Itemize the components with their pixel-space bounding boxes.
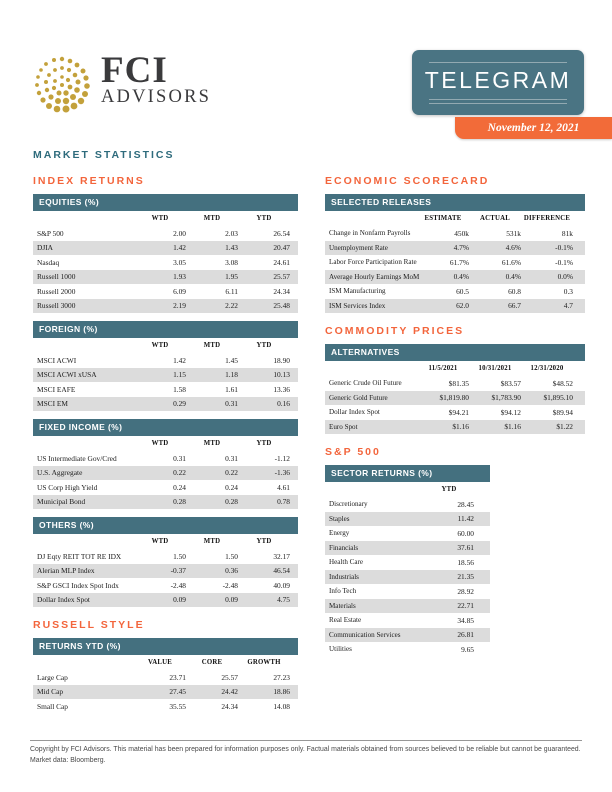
table-row: [325, 376, 585, 391]
row-value: 1.15: [173, 370, 186, 380]
row-label: ISM Manufacturing: [329, 287, 386, 296]
row-value: 1.43: [225, 243, 238, 253]
row-value: 18.86: [273, 687, 290, 697]
table-column-header: 11/5/2021: [428, 365, 458, 372]
row-label: DJ Eqty REIT TOT RE IDX: [37, 551, 122, 561]
table-row: [33, 699, 298, 714]
table-title-bar: SECTOR RETURNS (%): [325, 465, 490, 482]
equities-table: [33, 194, 298, 313]
row-value: $1.16: [504, 422, 521, 432]
footer-disclaimer: Copyright by FCI Advisors. This material has been prepared for information purposes only. Factual materials obtained from sources believed to be reliable but cannot be guaranteed. Market data: Bloomberg.: [30, 740, 582, 766]
row-value: 4.7: [563, 301, 573, 311]
row-label: Discretionary: [329, 500, 368, 509]
row-label: Communication Services: [329, 630, 401, 639]
table-title-bar: ALTERNATIVES: [325, 344, 585, 361]
table-column-header: YTD: [256, 215, 272, 222]
brand-name-bottom: ADVISORS: [101, 86, 212, 107]
row-value: 0.4%: [505, 272, 521, 282]
table-row: [325, 226, 585, 241]
table-column-header: ESTIMATE: [424, 215, 462, 222]
row-label: Nasdaq: [37, 257, 60, 267]
table-column-header: WTD: [151, 342, 169, 349]
brand-name-top: FCI: [101, 50, 168, 91]
table-row: [33, 241, 298, 256]
row-value: 4.7%: [453, 243, 469, 253]
table-row: [325, 599, 490, 614]
row-label: MSCI EM: [37, 399, 69, 409]
table-title-bar: FIXED INCOME (%): [33, 419, 298, 436]
row-value: 3.08: [225, 257, 238, 267]
row-value: 37.61: [457, 543, 474, 553]
table-row: [325, 584, 490, 599]
banner-title: TELEGRAM: [424, 66, 572, 93]
row-value: 60.8: [508, 286, 521, 296]
row-label: ISM Services Index: [329, 301, 386, 310]
row-value: 4.61: [277, 482, 290, 492]
table-header-row: [325, 361, 585, 376]
row-value: 1.58: [173, 384, 186, 394]
table-row: [325, 613, 490, 628]
table-header-row: [33, 534, 298, 549]
table-row: [325, 241, 585, 256]
section-heading-economic-scorecard: ECONOMIC SCORECARD: [325, 175, 490, 187]
table-row: [33, 480, 298, 495]
row-value: 32.17: [273, 551, 290, 561]
table-row: [325, 541, 490, 556]
report-date: November 12, 2021: [487, 122, 580, 134]
table-column-header: CORE: [201, 659, 223, 666]
row-value: 60.00: [457, 528, 474, 538]
row-value: 1.95: [225, 272, 238, 282]
row-value: 0.24: [173, 482, 186, 492]
row-value: $48.52: [552, 378, 573, 388]
table-row: [33, 451, 298, 466]
table-row: [33, 270, 298, 285]
section-heading-index-returns: INDEX RETURNS: [33, 175, 145, 187]
row-value: -0.1%: [555, 243, 573, 253]
table-row: [33, 670, 298, 685]
row-value: $1.16: [452, 422, 469, 432]
row-value: 0.09: [173, 595, 186, 605]
table-title-bar: RETURNS YTD (%): [33, 638, 298, 655]
others-table: [33, 517, 298, 607]
row-value: 4.6%: [505, 243, 521, 253]
fixed-income-table: [33, 419, 298, 509]
table-row: [33, 549, 298, 564]
table-column-header: MTD: [203, 440, 221, 447]
row-label: Change in Nonfarm Payrolls: [329, 229, 411, 238]
section-heading-sp500: S&P 500: [325, 446, 381, 458]
table-row: [33, 578, 298, 593]
row-value: 27.23: [273, 672, 290, 682]
table-header-row: [325, 482, 490, 497]
row-label: MSCI ACWI xUSA: [37, 370, 97, 380]
row-value: 1.45: [225, 355, 238, 365]
row-value: 0.0%: [557, 272, 573, 282]
row-label: Russell 2000: [37, 286, 76, 296]
row-value: 24.61: [273, 257, 290, 267]
row-value: 6.11: [225, 286, 238, 296]
row-value: 62.0: [456, 301, 469, 311]
row-label: Labor Force Participation Rate: [329, 258, 417, 267]
row-value: 1.42: [173, 355, 186, 365]
row-value: 26.81: [457, 630, 474, 640]
row-value: 531k: [506, 228, 521, 238]
row-label: Small Cap: [37, 701, 68, 711]
section-russell-style: [33, 620, 298, 714]
row-value: 0.24: [225, 482, 238, 492]
row-value: 25.57: [221, 672, 238, 682]
table-row: [33, 495, 298, 510]
row-value: 11.42: [457, 514, 474, 524]
row-label: Russell 1000: [37, 272, 76, 282]
banner-rule-top: [429, 62, 567, 63]
row-value: 0.28: [173, 497, 186, 507]
row-value: 3.05: [173, 257, 186, 267]
table-row: [325, 405, 585, 420]
row-value: 1.42: [173, 243, 186, 253]
row-value: 0.16: [277, 399, 290, 409]
banner-rule-bottom-2: [429, 103, 567, 104]
row-label: Financials: [329, 543, 359, 552]
row-value: 10.13: [273, 370, 290, 380]
table-column-header: WTD: [151, 538, 169, 545]
row-label: DJIA: [37, 243, 54, 253]
table-column-header: GROWTH: [247, 659, 281, 666]
row-value: 1.61: [225, 384, 238, 394]
row-value: -2.48: [170, 580, 186, 590]
table-column-header: YTD: [441, 486, 457, 493]
foreign-table: [33, 321, 298, 411]
section-sp500: [325, 447, 585, 657]
row-value: 26.54: [273, 228, 290, 238]
row-label: Materials: [329, 601, 356, 610]
row-value: 0.29: [173, 399, 186, 409]
row-value: 9.65: [461, 644, 474, 654]
row-value: 27.45: [169, 687, 186, 697]
section-heading-russell-style: RUSSELL STYLE: [33, 619, 145, 631]
row-value: $94.21: [448, 407, 469, 417]
row-value: $94.12: [500, 407, 521, 417]
row-value: -0.1%: [555, 257, 573, 267]
selected-releases-table: [325, 194, 585, 313]
table-row: [325, 642, 490, 657]
table-column-header: MTD: [203, 538, 221, 545]
fci-logo: [33, 50, 212, 113]
row-label: Mid Cap: [37, 687, 64, 697]
row-value: 34.85: [457, 615, 474, 625]
row-value: 2.00: [173, 228, 186, 238]
row-value: 14.08: [273, 701, 290, 711]
row-value: 0.3: [563, 286, 573, 296]
table-row: [33, 368, 298, 383]
row-value: $1,819.80: [439, 393, 469, 403]
row-value: $1,895.10: [543, 393, 573, 403]
row-value: 66.7: [508, 301, 521, 311]
row-value: 18.90: [273, 355, 290, 365]
table-title-bar: EQUITIES (%): [33, 194, 298, 211]
row-value: 25.57: [273, 272, 290, 282]
table-title-bar: OTHERS (%): [33, 517, 298, 534]
right-column: [325, 176, 585, 665]
row-value: 61.6%: [501, 257, 521, 267]
table-column-header: VALUE: [148, 659, 172, 666]
row-value: 1.50: [225, 551, 238, 561]
row-value: 0.09: [225, 595, 238, 605]
row-label: Unemployment Rate: [329, 243, 388, 252]
row-value: 22.71: [457, 601, 474, 611]
table-title-bar: SELECTED RELEASES: [325, 194, 585, 211]
row-value: -0.37: [170, 566, 186, 576]
section-economic-scorecard: [325, 176, 585, 313]
table-column-header: YTD: [256, 440, 272, 447]
table-row: [325, 570, 490, 585]
row-value: 0.78: [277, 497, 290, 507]
row-label: US Intermediate Gov/Cred: [37, 453, 117, 463]
row-value: 2.19: [173, 301, 186, 311]
table-header-row: [33, 655, 298, 670]
row-value: $81.35: [448, 378, 469, 388]
row-value: 24.34: [221, 701, 238, 711]
row-value: 1.50: [173, 551, 186, 561]
returns-ytd-table: [33, 638, 298, 714]
table-column-header: 10/31/2021: [478, 365, 512, 372]
row-value: -2.48: [222, 580, 238, 590]
table-row: [33, 685, 298, 700]
row-value: 81k: [561, 228, 573, 238]
date-ribbon: [455, 117, 612, 139]
table-title-bar: FOREIGN (%): [33, 321, 298, 338]
table-row: [325, 299, 585, 314]
row-label: Average Hourly Earnings MoM: [329, 272, 420, 281]
table-column-header: YTD: [256, 538, 272, 545]
row-value: 2.22: [225, 301, 238, 311]
row-value: 0.28: [225, 497, 238, 507]
row-value: 40.09: [273, 580, 290, 590]
row-value: 0.31: [173, 453, 186, 463]
row-value: $1,783.90: [491, 393, 521, 403]
row-value: 25.48: [273, 301, 290, 311]
row-label: Health Care: [329, 558, 364, 567]
row-value: 0.22: [173, 468, 186, 478]
table-row: [325, 255, 585, 270]
row-value: 35.55: [169, 701, 186, 711]
row-value: 0.31: [225, 453, 238, 463]
row-label: Staples: [329, 514, 350, 523]
row-label: Real Estate: [329, 616, 362, 625]
banner-rule-bottom-1: [429, 99, 567, 100]
row-value: 46.54: [273, 566, 290, 576]
row-value: 28.45: [457, 499, 474, 509]
table-header-row: [33, 436, 298, 451]
row-value: 2.03: [225, 228, 238, 238]
row-label: Generic Gold Future: [329, 393, 388, 402]
row-label: Dollar Index Spot: [329, 408, 380, 417]
table-row: [33, 564, 298, 579]
table-row: [325, 420, 585, 435]
table-row: [33, 397, 298, 412]
row-value: 0.22: [225, 468, 238, 478]
table-header-row: [33, 211, 298, 226]
telegram-banner: [412, 50, 584, 115]
row-value: 1.93: [173, 272, 186, 282]
table-column-header: MTD: [203, 342, 221, 349]
row-value: $83.57: [500, 378, 521, 388]
alternatives-table: [325, 344, 585, 434]
gold-dot-globe-icon: [33, 55, 91, 113]
section-heading-commodity-prices: COMMODITY PRICES: [325, 325, 465, 337]
row-value: 18.56: [457, 557, 474, 567]
left-column: [33, 176, 298, 722]
page-title: MARKET STATISTICS: [33, 149, 175, 161]
table-row: [325, 497, 490, 512]
sector-returns-table: [325, 465, 490, 657]
row-value: 450k: [454, 228, 469, 238]
section-commodity-prices: [325, 326, 585, 434]
row-value: 6.09: [173, 286, 186, 296]
table-column-header: YTD: [256, 342, 272, 349]
table-header-row: [33, 338, 298, 353]
table-header-row: [325, 211, 585, 226]
table-row: [33, 284, 298, 299]
row-value: $89.94: [552, 407, 573, 417]
section-index-returns: [33, 176, 298, 607]
table-row: [33, 299, 298, 314]
row-label: Generic Crude Oil Future: [329, 379, 402, 388]
row-label: S&P 500: [37, 228, 64, 238]
table-row: [33, 255, 298, 270]
row-value: 24.34: [273, 286, 290, 296]
table-column-header: 12/31/2020: [530, 365, 564, 372]
table-row: [33, 226, 298, 241]
table-row: [33, 382, 298, 397]
row-label: Euro Spot: [329, 422, 358, 431]
table-row: [325, 284, 585, 299]
row-label: MSCI EAFE: [37, 384, 76, 394]
table-row: [325, 512, 490, 527]
row-label: Industrials: [329, 572, 359, 581]
row-value: 23.71: [169, 672, 186, 682]
row-value: $1.22: [556, 422, 573, 432]
row-label: U.S. Aggregate: [37, 468, 83, 478]
table-row: [325, 526, 490, 541]
row-value: 0.36: [225, 566, 238, 576]
table-column-header: MTD: [203, 215, 221, 222]
row-value: 1.18: [225, 370, 238, 380]
table-row: [325, 555, 490, 570]
row-value: 4.75: [277, 595, 290, 605]
table-row: [325, 628, 490, 643]
table-column-header: ACTUAL: [480, 215, 510, 222]
row-label: Energy: [329, 529, 350, 538]
row-value: 28.92: [457, 586, 474, 596]
row-value: 13.36: [273, 384, 290, 394]
row-label: MSCI ACWI: [37, 355, 77, 365]
brand-wordmark: [101, 50, 212, 107]
table-column-header: WTD: [151, 215, 169, 222]
row-value: -1.36: [274, 468, 290, 478]
row-label: Large Cap: [37, 672, 68, 682]
table-row: [33, 466, 298, 481]
row-value: 20.47: [273, 243, 290, 253]
row-label: Dollar Index Spot: [37, 595, 90, 605]
table-row: [325, 270, 585, 285]
row-label: Municipal Bond: [37, 497, 86, 507]
table-row: [33, 593, 298, 608]
row-label: US Corp High Yield: [37, 482, 98, 492]
row-label: Utilities: [329, 645, 352, 654]
row-value: 24.42: [221, 687, 238, 697]
row-value: 0.4%: [453, 272, 469, 282]
table-column-header: WTD: [151, 440, 169, 447]
row-label: Info Tech: [329, 587, 357, 596]
row-value: 0.31: [225, 399, 238, 409]
row-value: 21.35: [457, 572, 474, 582]
row-label: Russell 3000: [37, 301, 76, 311]
row-value: -1.12: [274, 453, 290, 463]
table-row: [325, 391, 585, 406]
row-label: S&P GSCI Index Spot Indx: [37, 580, 119, 590]
row-value: 60.5: [456, 286, 469, 296]
table-row: [33, 353, 298, 368]
table-column-header: DIFFERENCE: [523, 215, 571, 222]
row-label: Alerian MLP Index: [37, 566, 95, 576]
row-value: 61.7%: [449, 257, 469, 267]
